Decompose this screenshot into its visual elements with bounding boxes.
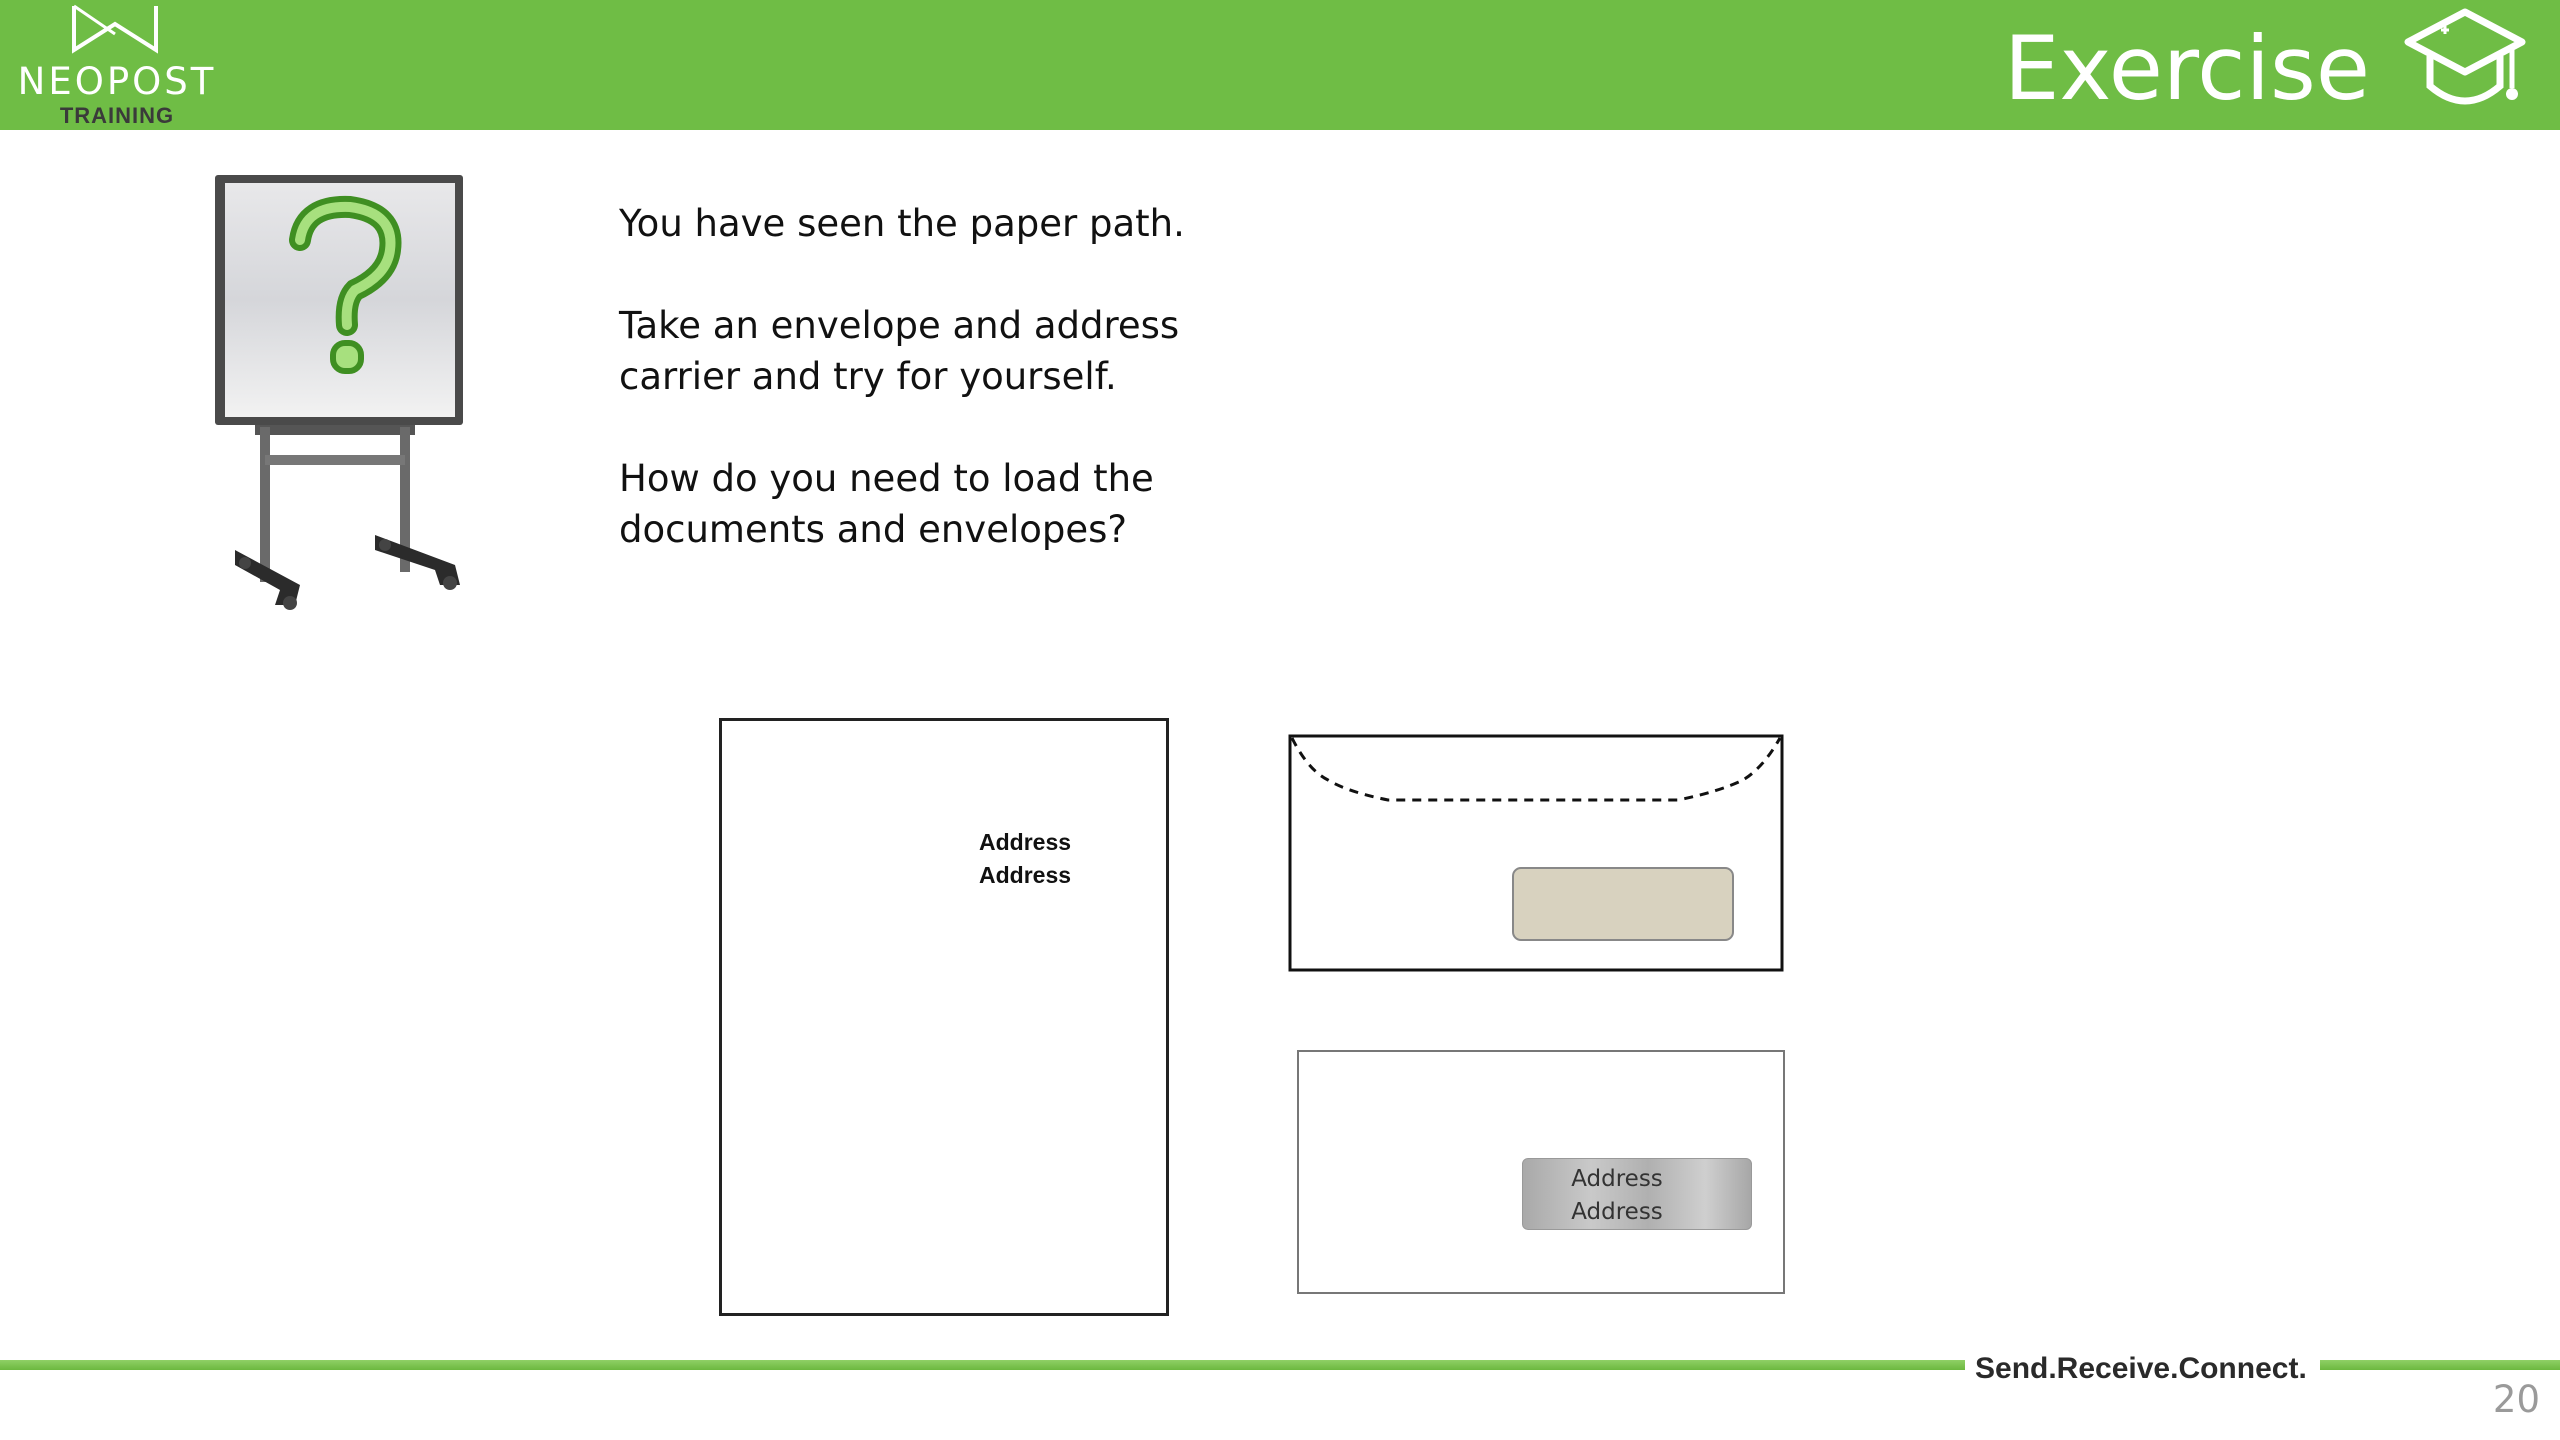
page-title: Exercise — [2003, 17, 2370, 120]
whiteboard-question-icon — [205, 165, 485, 630]
logo-subtitle: TRAINING — [59, 103, 175, 128]
envelope-window — [1513, 868, 1733, 940]
footer-tagline: Send.Receive.Connect. — [1975, 1352, 2307, 1385]
neopost-logo-icon — [70, 2, 160, 56]
header-bar — [0, 0, 2560, 130]
instruction-paragraph: How do you need to load the documents and envelopes? — [619, 457, 1154, 551]
graduation-cap-icon — [2400, 4, 2530, 124]
address-line: Address — [979, 829, 1072, 855]
footer-divider — [2320, 1360, 2560, 1370]
address-line: Address — [1571, 1166, 1663, 1192]
instruction-paragraph: Take an envelope and address carrier and try for yourself. — [619, 304, 1180, 398]
carrier-address — [1522, 1163, 1712, 1229]
window-envelope — [1288, 730, 1784, 972]
document-address — [979, 826, 1071, 892]
footer-divider — [0, 1360, 1965, 1370]
address-line: Address — [1571, 1199, 1663, 1225]
address-line: Address — [979, 862, 1072, 888]
instruction-paragraph: You have seen the paper path. — [619, 202, 1185, 245]
logo-name: NEOPOST — [17, 60, 217, 103]
page-number: 20 — [2492, 1378, 2540, 1421]
instructions-text — [619, 198, 1439, 606]
document-sheet — [719, 718, 1169, 1316]
